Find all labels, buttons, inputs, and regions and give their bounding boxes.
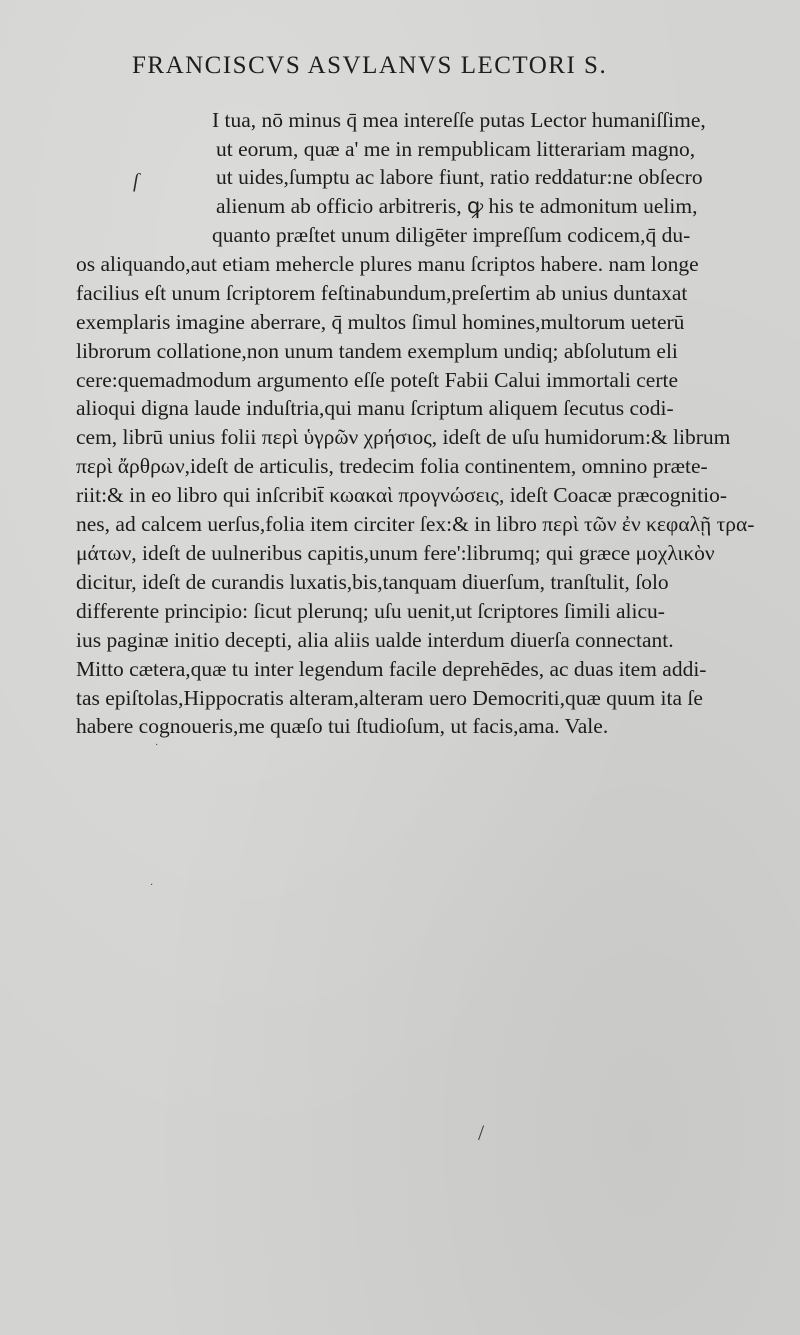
text-line: Mitto cætera,quæ tu inter legendum facile deprehēdes, ac duas item addi- (76, 657, 707, 681)
page-heading: FRANCISCVS ASVLANVS LECTORI S. (132, 52, 608, 79)
text-line: dicitur, ideſt de curandis luxatis,bis,tanquam diuerſum, tranſtulit, ſolo (76, 570, 669, 594)
text-line: cere:quemadmodum argumento eſſe poteſt Fabii Calui immortali certe (76, 368, 679, 392)
text-line: περὶ ἄρθρων,ideſt de articulis, tredecim folia continentem, omnino præte- (76, 454, 708, 478)
text-line: ut eorum, quæ a' me in rempublicam litterariam magno, (216, 137, 696, 161)
text-line: exemplaris imagine aberrare, q̄ multos ſimul homines,multorum ueterū (76, 310, 685, 334)
ink-speck: · (155, 740, 159, 751)
text-line: alioqui digna laude induſtria,qui manu ſcriptum aliquem ſecutus codi- (76, 396, 674, 420)
text-line: alienum ab officio arbitreris, ꝙ his te admonitum uelim, (216, 194, 698, 218)
ink-speck: / (478, 1120, 485, 1145)
text-line: librorum collatione,non unum tandem exemplum undiq; abſolutum eli (76, 339, 678, 363)
text-line: ius paginæ initio decepti, alia aliis ualde interdum diuerſa connectant. (76, 628, 674, 652)
text-line: facilius eſt unum ſcriptorem feſtinabundum,preſertim ab unius duntaxat (76, 281, 688, 305)
text-line: os aliquando,aut etiam mehercle plures manu ſcriptos habere. nam longe (76, 252, 699, 276)
initial-guide-letter: ſ (133, 170, 139, 192)
text-line: differente principio: ſicut plerunq; uſu uenit,ut ſcriptores ſimili alicu- (76, 599, 665, 623)
text-line: μάτων, ideſt de uulneribus capitis,unum fere':librumq; qui græce μοχλικὸν (76, 541, 715, 565)
text-line: nes, ad calcem uerſus,folia item circiter ſex:& in libro περὶ τῶν ἐν κεφαλῇ τρα- (76, 512, 755, 536)
text-line: habere cognoueris,me quæſo tui ſtudioſum, ut facis,ama. Vale. (76, 714, 609, 738)
ink-speck: · (150, 880, 154, 891)
text-line: cem, librū unius folii περὶ ὑγρῶν χρήσιος, ideſt de uſu humidorum:& librum (76, 425, 731, 449)
text-line: I tua, nō minus q̄ mea intereſſe putas Lector humaniſſime, (212, 108, 706, 132)
text-line: tas epiſtolas,Hippocratis alteram,alteram uero Democriti,quæ quum ita ſe (76, 686, 703, 710)
text-line: riit:& in eo libro qui inſcribit̄ κωακαὶ προγνώσεις, ideſt Coacæ præcognitio- (76, 483, 728, 507)
text-line: quanto præſtet unum diligēter impreſſum codicem,q̄ du- (212, 223, 691, 247)
text-line: ut uides,ſumptu ac labore fiunt, ratio reddatur:ne obſecro (216, 165, 703, 189)
